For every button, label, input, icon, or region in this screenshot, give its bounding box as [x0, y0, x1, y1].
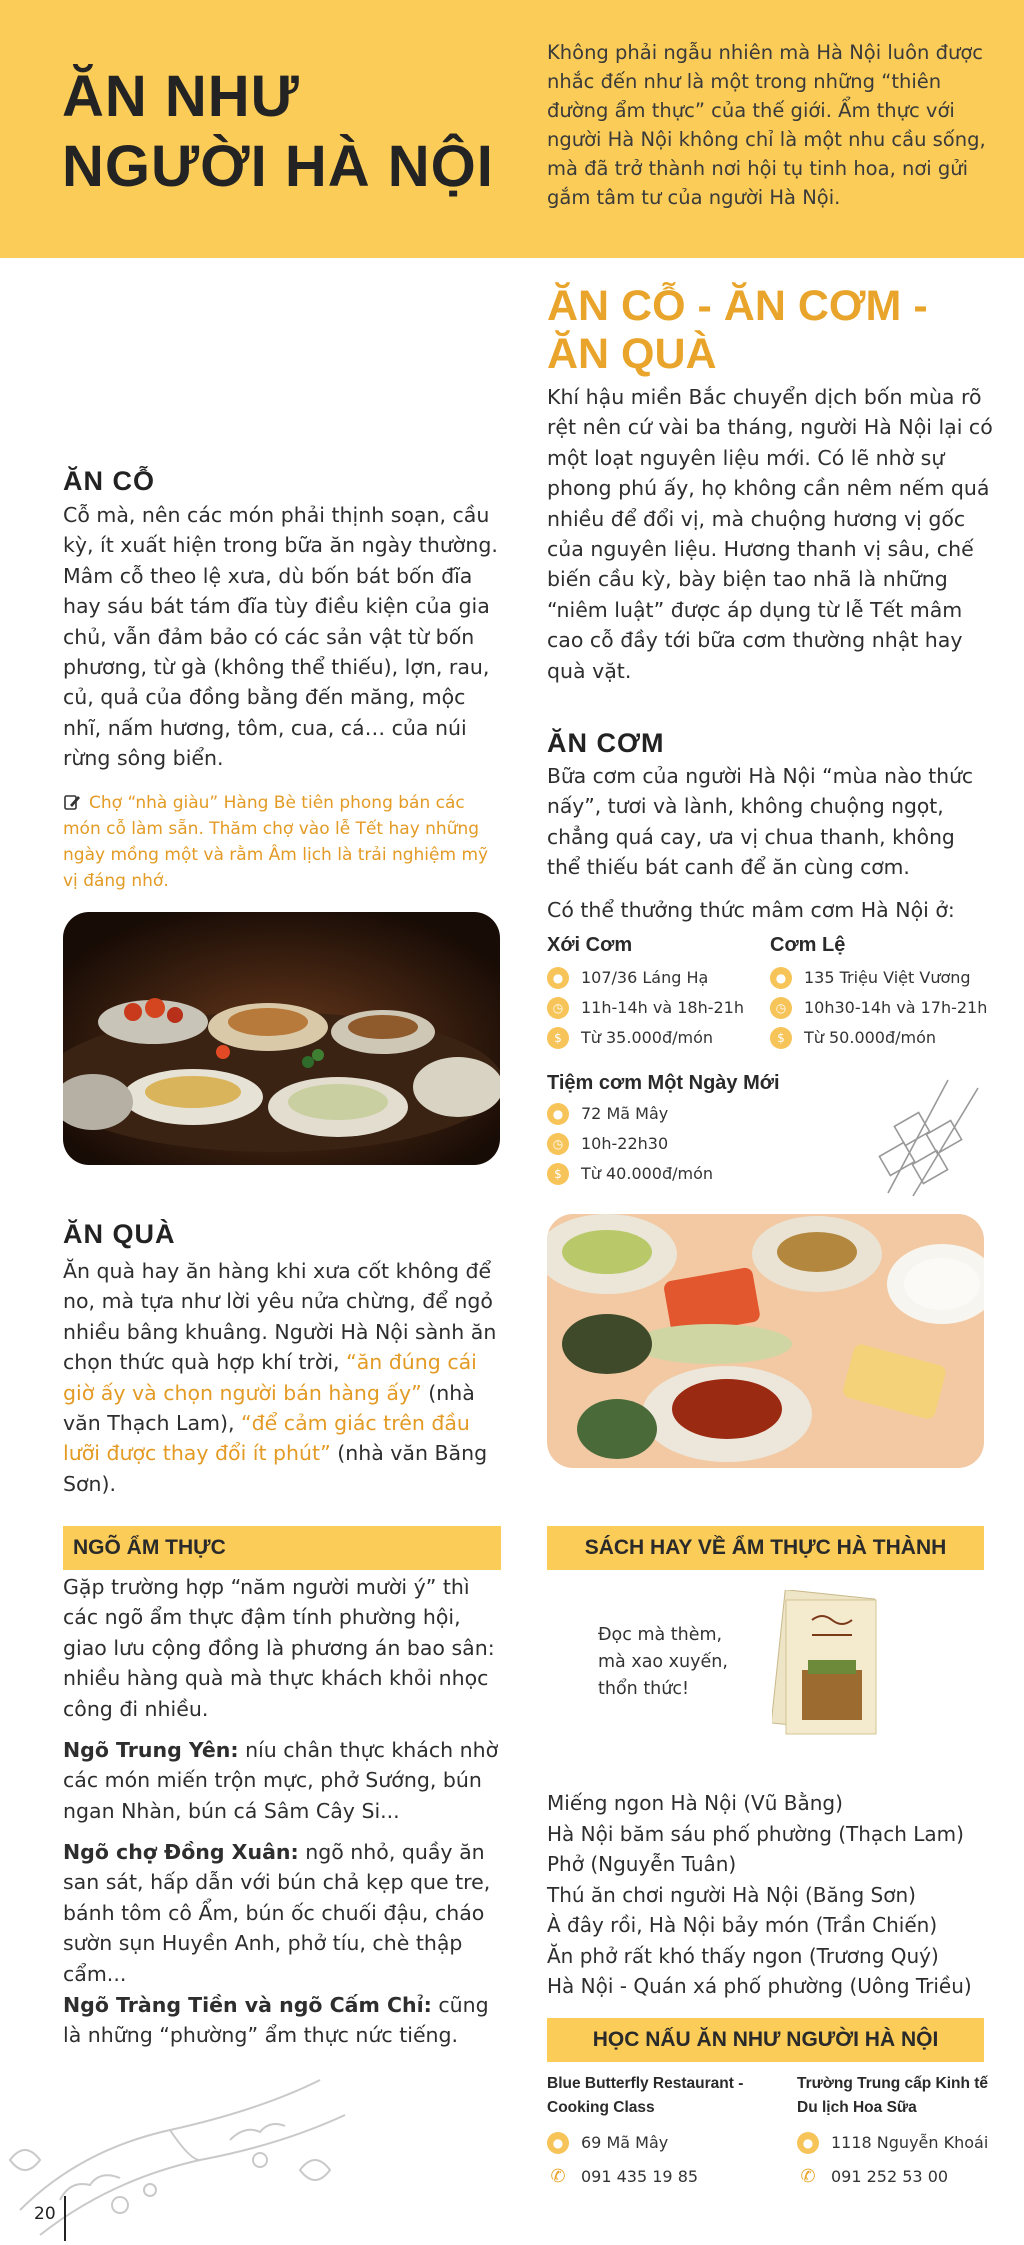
cooking-bar: HỌC NẤU ĂN NHƯ NGƯỜI HÀ NỘI	[547, 2018, 984, 2062]
book-item: Hà Nội băm sáu phố phường (Thạch Lam)	[547, 1821, 964, 1846]
page-title: ĂN NHƯ NGƯỜI HÀ NỘI	[62, 64, 494, 199]
ngo-intro-text: Gặp trường hợp “năm người mười ý” thì các ngõ ẩm thực đậm tính phường hội, giao lưu cộng đồng là phương án bao sân: nhiều hàng quà mà thực khách khỏi nhọc công đi nhiều.	[63, 1575, 495, 1721]
ngo-item: Ngõ chợ Đồng Xuân: ngõ nhỏ, quầy ăn san sát, hấp dẫn với bún chả kẹp que tre, bánh tôm cô Ẩm, bún ốc chuối đậu, cháo sườn sụn Huyền Anh, phở tíu, chè thập cẩm...	[63, 1840, 491, 1986]
page-number: 20	[34, 2204, 56, 2224]
ngo-am-thuc-bar: NGÕ ẨM THỰC	[63, 1526, 501, 1570]
section-heading-an-com: ĂN CƠM	[547, 728, 665, 758]
book-list	[547, 1788, 1007, 2002]
location-pin-icon: ●	[770, 967, 792, 989]
pen-note-icon	[63, 793, 81, 811]
book-item: Ăn phở rất khó thấy ngon (Trương Quý)	[547, 1943, 939, 1968]
price-tag-icon: $	[547, 1163, 569, 1185]
an-com-lead: Có thể thưởng thức mâm cơm Hà Nội ở:	[547, 898, 955, 922]
clock-icon: ◷	[770, 997, 792, 1019]
ngo-item: Ngõ Tràng Tiền và ngõ Cấm Chỉ: cũng là những “phường” ẩm thực nức tiếng.	[63, 1993, 489, 2048]
an-com-text: Bữa cơm của người Hà Nội “mùa nào thức nấy”, tươi và lành, không chuộng ngọt, chẳng quá cay, ưa vị chua thanh, không thể thiếu bát canh để ăn cùng cơm.	[547, 764, 974, 880]
books-tagline: Đọc mà thèm, mà xao xuyến, thổn thức!	[598, 1625, 728, 1699]
place-card: Tiệm cơm Một Ngày Mới ● 72 Mã Mây ◷ 10h-22h30 $ Từ 40.000đ/món	[547, 1072, 780, 1183]
books-bar: SÁCH HAY VỀ ẨM THỰC HÀ THÀNH	[547, 1526, 984, 1570]
an-qua-text: Ăn quà hay ăn hàng khi xưa cốt không để no, mà tựa như lời yêu nửa chừng, để ngỏ nhiều bâng khuâng. Người Hà Nội sành ăn chọn thức quà hợp khí trời, “ăn đúng cái giờ ấy và chọn người bán hàng ấy” (nhà văn Thạch Lam), “để cảm giác trên đầu lưỡi được thay đổi ít phút” (nhà văn Băng Sơn).	[63, 1259, 497, 1496]
ngo-item: Ngõ Trung Yên: níu chân thực khách nhờ các món miến trộn mực, phở Sướng, bún ngan Nhàn, bún cá Sâm Cây Si...	[63, 1738, 499, 1823]
page-number-divider	[64, 2196, 66, 2241]
skewer-illustration	[868, 1078, 988, 1198]
book-cover	[772, 1590, 882, 1740]
main-intro-text: Khí hậu miền Bắc chuyển dịch bốn mùa rõ rệt nên cứ vài ba tháng, người Hà Nội lại có một loạt nguyên liệu mới. Có lẽ nhờ sự phong phú ấy, họ không cần nêm nếm quá nhiều để đổi vị, mà chuộng hương vị gốc của nguyên liệu. Hương thanh vị sâu, chế biến cầu kỳ, bày biện tao nhã là những “niêm luật” được áp dụng từ lễ Tết mâm cao cỗ đầy tới bữa cơm thường nhật hay quà vặt.	[547, 385, 993, 683]
book-item: Hà Nội - Quán xá phố phường (Uông Triều)	[547, 1974, 972, 1998]
phone-icon: ✆	[550, 2166, 566, 2187]
school-card: Blue Butterfly Restaurant - Cooking Class ● 69 Mã Mây ✆ 091 435 19 85	[547, 2075, 744, 2187]
phone-icon: ✆	[800, 2166, 816, 2187]
an-co-note: Chợ “nhà giàu” Hàng Bè tiên phong bán các món cỗ làm sẵn. Thăm chợ vào lễ Tết hay những ngày mồng một và rằm Âm lịch là trải nghiệm mỹ vị đáng nhớ.	[63, 793, 489, 891]
an-co-text: Cỗ mà, nên các món phải thịnh soạn, cầu kỳ, ít xuất hiện trong bữa ăn ngày thường. Mâm cỗ theo lệ xưa, dù bốn bát bốn đĩa hay sáu bát tám đĩa tùy điều kiện của gia chủ, vẫn đảm bảo có các sản vật từ bốn phương, từ gà (không thể thiếu), lợn, rau, củ, quả của đồng bằng đến măng, mộc nhĩ, nấm hương, tôm, cua, cá… của núi rừng sông biển.	[63, 503, 498, 771]
location-pin-icon: ●	[797, 2132, 819, 2154]
location-pin-icon: ●	[547, 1103, 569, 1125]
book-item: Thú ăn chơi người Hà Nội (Băng Sơn)	[547, 1882, 916, 1907]
place-card: Cơm Lệ ● 135 Triệu Việt Vương ◷ 10h30-14h và 17h-21h $ Từ 50.000đ/món	[770, 934, 988, 1047]
rice-meal-photo	[547, 1214, 984, 1468]
school-card: Trường Trung cấp Kinh tế Du lịch Hoa Sữa ● 1118 Nguyễn Khoái ✆ 091 252 53 00	[797, 2075, 989, 2187]
intro-text: Không phải ngẫu nhiên mà Hà Nội luôn được nhắc đến như là một trong những “thiên đường ẩm thực” của thế giới. Ẩm thực với người Hà Nội không chỉ là một nhu cầu sống, mà đã trở thành nơi hội tụ tinh hoa, nơi gửi gắm tâm tư của người Hà Nội.	[547, 41, 986, 209]
price-tag-icon: $	[770, 1027, 792, 1049]
clock-icon: ◷	[547, 1133, 569, 1155]
price-tag-icon: $	[547, 1027, 569, 1049]
feast-photo	[63, 912, 500, 1165]
location-pin-icon: ●	[547, 967, 569, 989]
book-item: Miếng ngon Hà Nội (Vũ Bằng)	[547, 1791, 843, 1815]
location-pin-icon: ●	[547, 2132, 569, 2154]
book-item: Phở (Nguyễn Tuân)	[547, 1852, 737, 1876]
place-card: Xới Cơm ● 107/36 Láng Hạ ◷ 11h-14h và 18h-21h $ Từ 35.000đ/món	[547, 934, 744, 1047]
main-heading: ĂN CỖ - ĂN CƠM - ĂN QUÀ	[547, 282, 928, 378]
section-heading-an-co: ĂN CỖ	[63, 466, 155, 496]
section-heading-an-qua: ĂN QUÀ	[63, 1219, 176, 1249]
clock-icon: ◷	[547, 997, 569, 1019]
book-item: À đây rồi, Hà Nội bảy món (Trần Chiến)	[547, 1913, 938, 1937]
